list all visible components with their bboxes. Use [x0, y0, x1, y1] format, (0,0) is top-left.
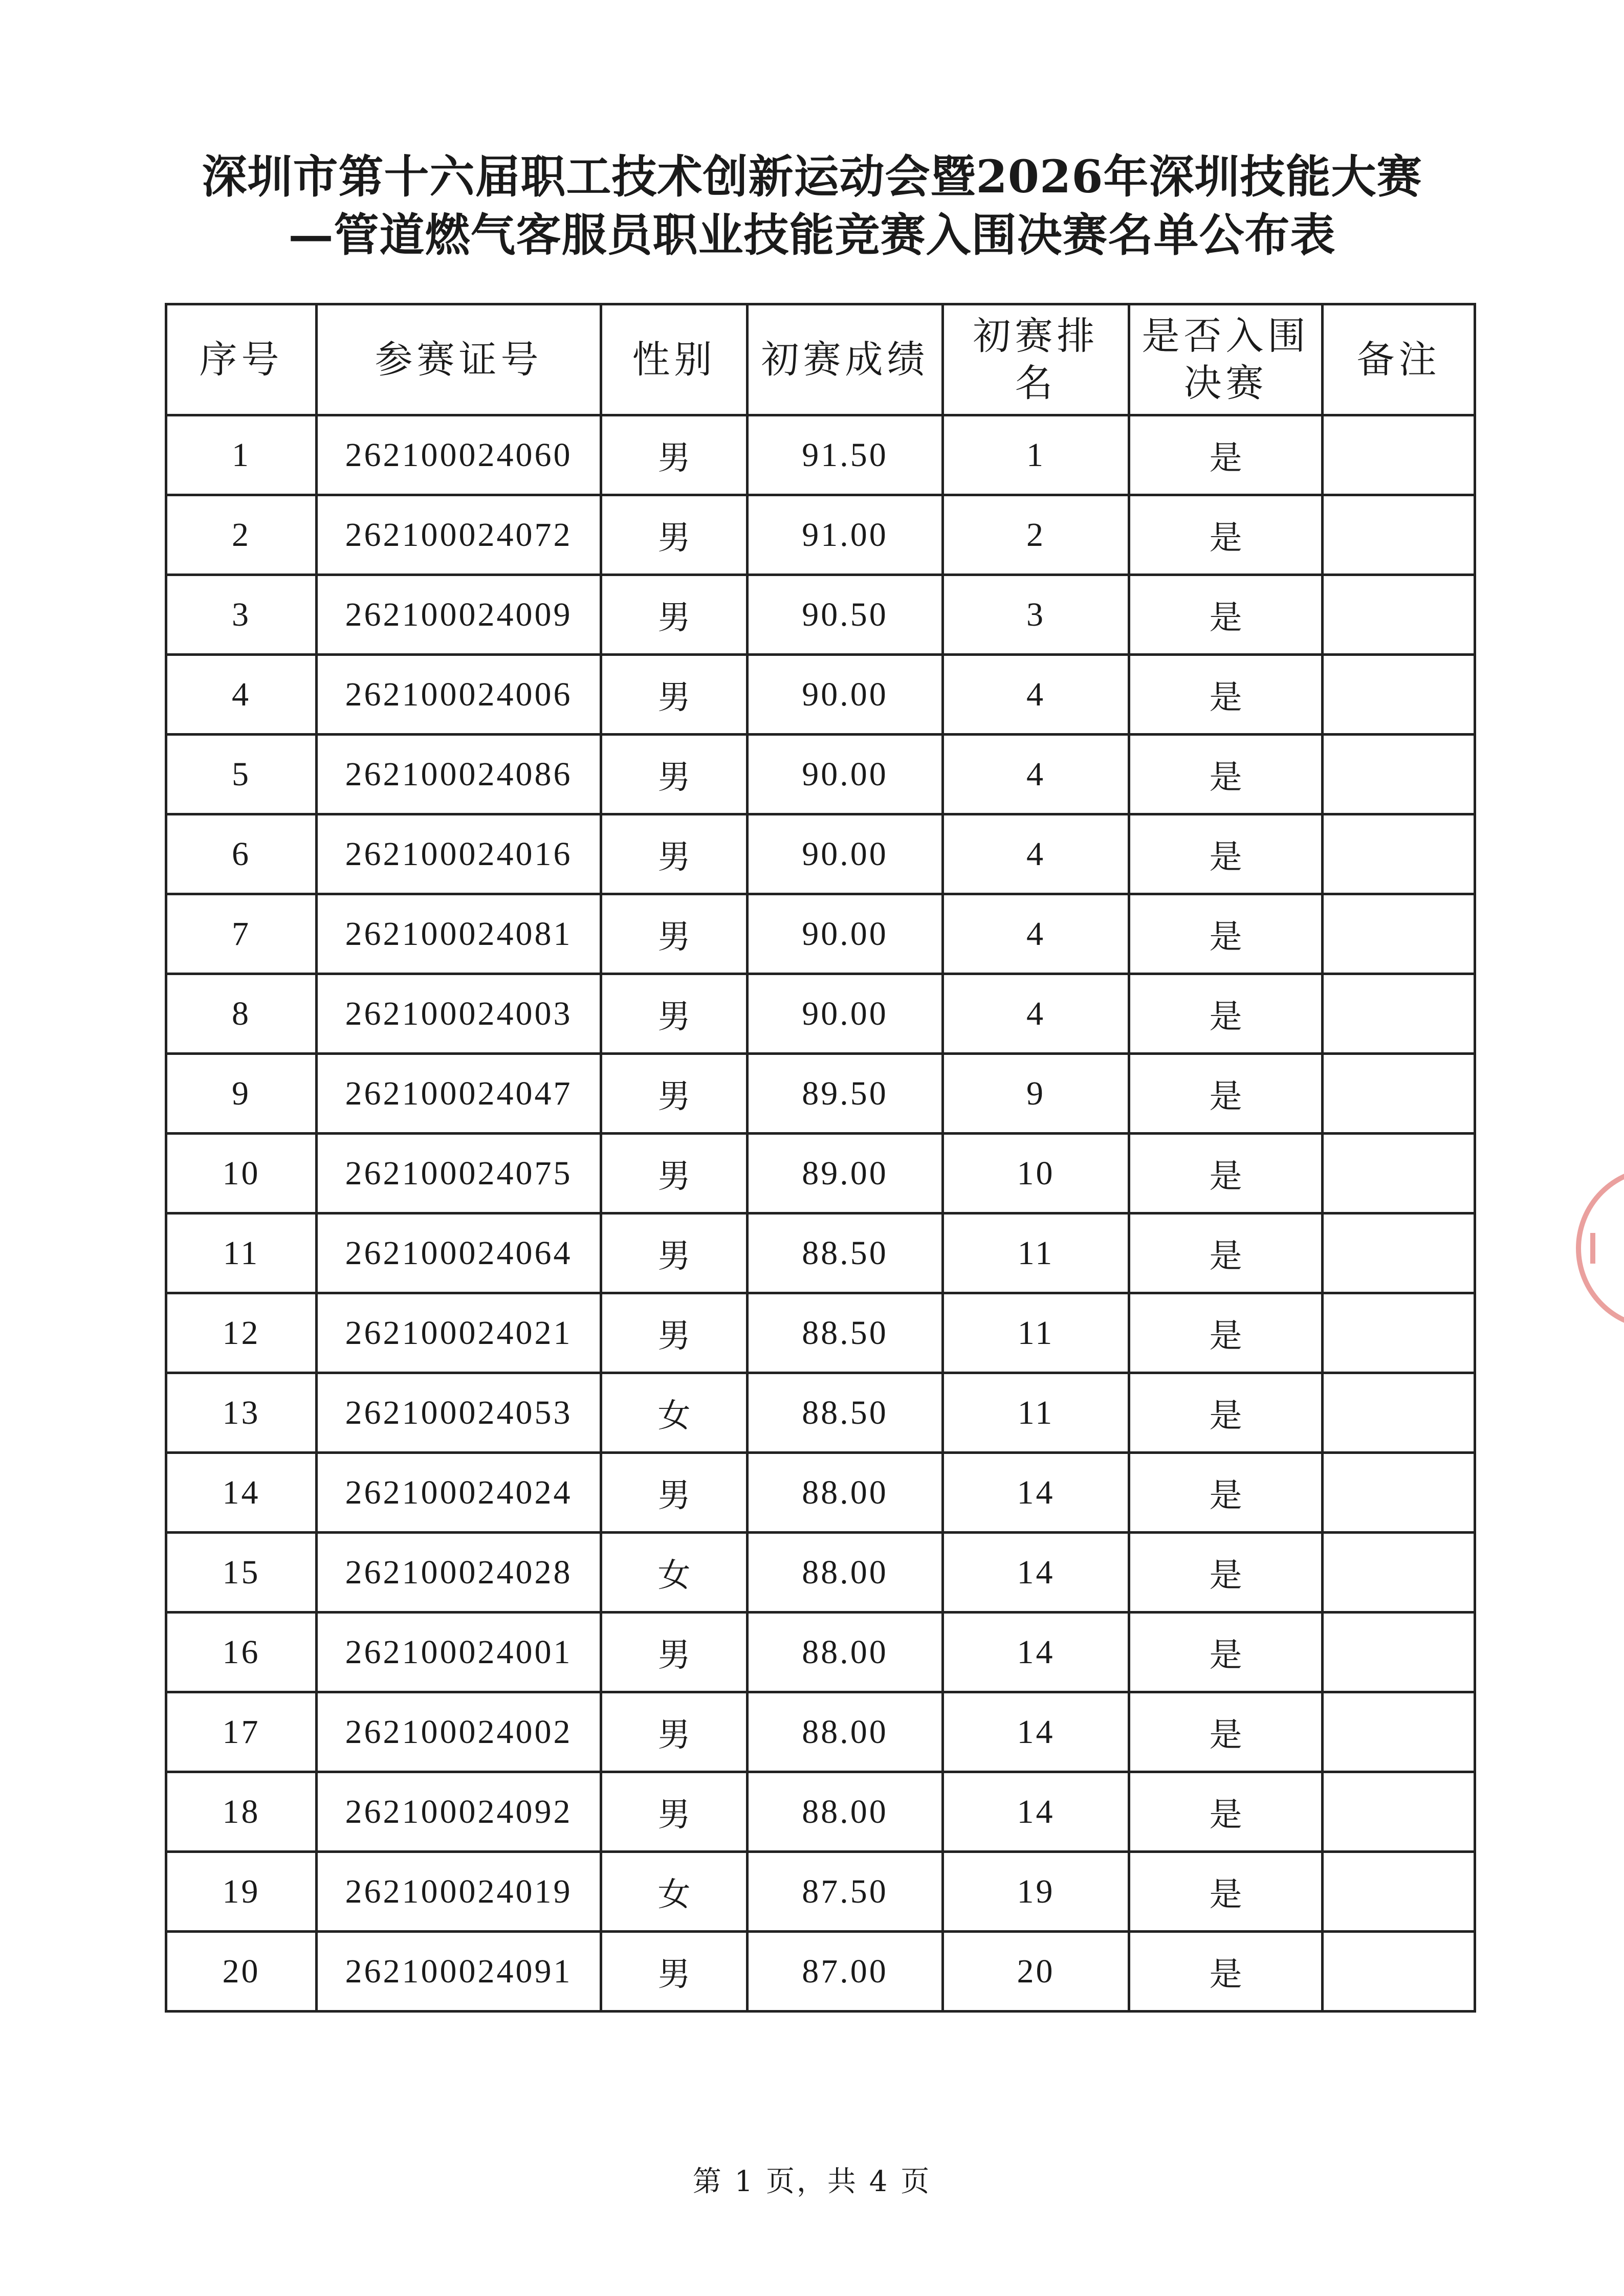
cell-prelim-score: 88.00	[748, 1613, 943, 1692]
cell-gender: 男	[601, 1932, 748, 2012]
cell-prelim-rank: 20	[943, 1932, 1129, 2012]
cell-serial-no: 2	[166, 495, 317, 575]
cell-serial-no: 16	[166, 1613, 317, 1692]
cell-entry-id: 262100024028	[317, 1533, 601, 1613]
cell-prelim-rank: 4	[943, 894, 1129, 974]
table-row	[166, 415, 1475, 495]
cell-prelim-score: 90.50	[748, 575, 943, 655]
cell-entry-id: 262100024072	[317, 495, 601, 575]
cell-entry-id: 262100024002	[317, 1692, 601, 1772]
cell-finalist: 是	[1129, 415, 1323, 495]
table-row	[166, 1692, 1475, 1772]
cell-remarks	[1323, 1692, 1475, 1772]
cell-entry-id: 262100024006	[317, 655, 601, 735]
cell-entry-id: 262100024024	[317, 1453, 601, 1533]
cell-prelim-rank: 4	[943, 655, 1129, 735]
cell-finalist: 是	[1129, 1772, 1323, 1852]
cell-serial-no: 4	[166, 655, 317, 735]
cell-serial-no: 13	[166, 1373, 317, 1453]
cell-prelim-score: 90.00	[748, 814, 943, 894]
cell-remarks	[1323, 1293, 1475, 1373]
cell-remarks	[1323, 575, 1475, 655]
cell-remarks	[1323, 1852, 1475, 1932]
table-row	[166, 495, 1475, 575]
table-header-row	[166, 304, 1475, 415]
table-row	[166, 1293, 1475, 1373]
cell-prelim-rank: 19	[943, 1852, 1129, 1932]
document-title-line2: —管道燃气客服员职业技能竞赛入围决赛名单公布表	[288, 208, 1336, 261]
table-row	[166, 1134, 1475, 1213]
cell-remarks	[1323, 1613, 1475, 1692]
table-row	[166, 1453, 1475, 1533]
table-row	[166, 814, 1475, 894]
document-title-line1: 深圳市第十六届职工技术创新运动会暨2026年深圳技能大赛	[202, 150, 1422, 203]
table-row	[166, 1533, 1475, 1613]
cell-prelim-rank: 10	[943, 1134, 1129, 1213]
cell-prelim-rank: 1	[943, 415, 1129, 495]
cell-finalist: 是	[1129, 1852, 1323, 1932]
table-row	[166, 974, 1475, 1054]
header-remarks: 备注	[1323, 304, 1475, 415]
cell-remarks	[1323, 1054, 1475, 1134]
header-serial-no: 序号	[166, 304, 317, 415]
cell-serial-no: 18	[166, 1772, 317, 1852]
cell-finalist: 是	[1129, 1533, 1323, 1613]
cell-gender: 男	[601, 1213, 748, 1293]
cell-prelim-score: 90.00	[748, 894, 943, 974]
cell-entry-id: 262100024019	[317, 1852, 601, 1932]
cell-prelim-score: 88.50	[748, 1213, 943, 1293]
table-row	[166, 735, 1475, 814]
cell-gender: 男	[601, 974, 748, 1054]
cell-serial-no: 17	[166, 1692, 317, 1772]
cell-prelim-rank: 9	[943, 1054, 1129, 1134]
table-row	[166, 1613, 1475, 1692]
cell-finalist: 是	[1129, 1054, 1323, 1134]
cell-gender: 男	[601, 1613, 748, 1692]
cell-entry-id: 262100024009	[317, 575, 601, 655]
cell-entry-id: 262100024016	[317, 814, 601, 894]
header-prelim-rank: 初赛排 名	[943, 304, 1129, 415]
cell-prelim-rank: 14	[943, 1772, 1129, 1852]
cell-entry-id: 262100024081	[317, 894, 601, 974]
cell-gender: 男	[601, 1293, 748, 1373]
cell-entry-id: 262100024060	[317, 415, 601, 495]
cell-prelim-score: 87.50	[748, 1852, 943, 1932]
table-row	[166, 1772, 1475, 1852]
cell-remarks	[1323, 1373, 1475, 1453]
cell-prelim-rank: 3	[943, 575, 1129, 655]
cell-prelim-score: 88.50	[748, 1373, 943, 1453]
cell-gender: 男	[601, 495, 748, 575]
table-row	[166, 1373, 1475, 1453]
cell-prelim-rank: 14	[943, 1692, 1129, 1772]
cell-prelim-rank: 14	[943, 1613, 1129, 1692]
cell-prelim-score: 89.00	[748, 1134, 943, 1213]
cell-finalist: 是	[1129, 894, 1323, 974]
cell-prelim-score: 88.00	[748, 1692, 943, 1772]
cell-remarks	[1323, 735, 1475, 814]
cell-gender: 男	[601, 575, 748, 655]
cell-prelim-rank: 14	[943, 1533, 1129, 1613]
cell-finalist: 是	[1129, 1692, 1323, 1772]
cell-prelim-rank: 2	[943, 495, 1129, 575]
cell-gender: 男	[601, 1692, 748, 1772]
table-row	[166, 1932, 1475, 2012]
cell-serial-no: 19	[166, 1852, 317, 1932]
cell-entry-id: 262100024075	[317, 1134, 601, 1213]
cell-serial-no: 7	[166, 894, 317, 974]
cell-entry-id: 262100024086	[317, 735, 601, 814]
cell-serial-no: 5	[166, 735, 317, 814]
cell-remarks	[1323, 894, 1475, 974]
header-prelim-score: 初赛成绩	[748, 304, 943, 415]
cell-gender: 女	[601, 1852, 748, 1932]
cell-prelim-rank: 14	[943, 1453, 1129, 1533]
cell-prelim-rank: 4	[943, 735, 1129, 814]
table-row	[166, 655, 1475, 735]
cell-prelim-rank: 11	[943, 1373, 1129, 1453]
cell-finalist: 是	[1129, 1293, 1323, 1373]
table-row	[166, 1213, 1475, 1293]
cell-serial-no: 3	[166, 575, 317, 655]
cell-finalist: 是	[1129, 735, 1323, 814]
cell-prelim-score: 88.00	[748, 1772, 943, 1852]
cell-serial-no: 8	[166, 974, 317, 1054]
cell-finalist: 是	[1129, 495, 1323, 575]
header-entry-id: 参赛证号	[317, 304, 601, 415]
table-row	[166, 575, 1475, 655]
cell-prelim-score: 91.50	[748, 415, 943, 495]
table-row	[166, 1852, 1475, 1932]
cell-prelim-score: 87.00	[748, 1932, 943, 2012]
cell-prelim-score: 90.00	[748, 655, 943, 735]
cell-prelim-score: 88.00	[748, 1453, 943, 1533]
cell-remarks	[1323, 495, 1475, 575]
cell-entry-id: 262100024064	[317, 1213, 601, 1293]
cell-prelim-score: 88.00	[748, 1533, 943, 1613]
cell-prelim-rank: 11	[943, 1293, 1129, 1373]
cell-entry-id: 262100024003	[317, 974, 601, 1054]
cell-serial-no: 11	[166, 1213, 317, 1293]
cell-prelim-rank: 11	[943, 1213, 1129, 1293]
cell-serial-no: 14	[166, 1453, 317, 1533]
cell-gender: 女	[601, 1373, 748, 1453]
cell-remarks	[1323, 415, 1475, 495]
header-finalist: 是否入围 决赛	[1129, 304, 1323, 415]
cell-finalist: 是	[1129, 575, 1323, 655]
cell-entry-id: 262100024021	[317, 1293, 601, 1373]
cell-prelim-score: 90.00	[748, 974, 943, 1054]
cell-finalist: 是	[1129, 1932, 1323, 2012]
cell-finalist: 是	[1129, 1134, 1323, 1213]
cell-serial-no: 10	[166, 1134, 317, 1213]
cell-remarks	[1323, 1932, 1475, 2012]
cell-remarks	[1323, 1453, 1475, 1533]
cell-entry-id: 262100024047	[317, 1054, 601, 1134]
table-row	[166, 894, 1475, 974]
cell-entry-id: 262100024053	[317, 1373, 601, 1453]
cell-entry-id: 262100024091	[317, 1932, 601, 2012]
cell-prelim-score: 88.50	[748, 1293, 943, 1373]
cell-remarks	[1323, 1772, 1475, 1852]
cell-finalist: 是	[1129, 814, 1323, 894]
table-row	[166, 1054, 1475, 1134]
cell-prelim-score: 89.50	[748, 1054, 943, 1134]
cell-finalist: 是	[1129, 1453, 1323, 1533]
cell-serial-no: 15	[166, 1533, 317, 1613]
finalist-table	[165, 303, 1476, 2013]
cell-serial-no: 1	[166, 415, 317, 495]
cell-prelim-score: 91.00	[748, 495, 943, 575]
cell-prelim-score: 90.00	[748, 735, 943, 814]
table-body	[166, 415, 1475, 2012]
cell-remarks	[1323, 1533, 1475, 1613]
cell-finalist: 是	[1129, 1613, 1323, 1692]
cell-gender: 男	[601, 1134, 748, 1213]
cell-gender: 男	[601, 1054, 748, 1134]
cell-gender: 男	[601, 1772, 748, 1852]
cell-entry-id: 262100024092	[317, 1772, 601, 1852]
cell-remarks	[1323, 814, 1475, 894]
cell-gender: 女	[601, 1533, 748, 1613]
cell-remarks	[1323, 1213, 1475, 1293]
cell-entry-id: 262100024001	[317, 1613, 601, 1692]
cell-prelim-rank: 4	[943, 974, 1129, 1054]
cell-gender: 男	[601, 814, 748, 894]
cell-gender: 男	[601, 894, 748, 974]
cell-serial-no: 12	[166, 1293, 317, 1373]
cell-prelim-rank: 4	[943, 814, 1129, 894]
cell-gender: 男	[601, 655, 748, 735]
cell-gender: 男	[601, 735, 748, 814]
cell-serial-no: 6	[166, 814, 317, 894]
cell-finalist: 是	[1129, 655, 1323, 735]
red-seal-stamp	[1576, 1166, 1624, 1330]
cell-finalist: 是	[1129, 974, 1323, 1054]
cell-finalist: 是	[1129, 1213, 1323, 1293]
header-gender: 性别	[601, 304, 748, 415]
page-footer: 第 1 页，共 4 页	[692, 2165, 932, 2198]
cell-remarks	[1323, 655, 1475, 735]
cell-finalist: 是	[1129, 1373, 1323, 1453]
cell-serial-no: 9	[166, 1054, 317, 1134]
cell-remarks	[1323, 974, 1475, 1054]
cell-gender: 男	[601, 415, 748, 495]
cell-gender: 男	[601, 1453, 748, 1533]
cell-remarks	[1323, 1134, 1475, 1213]
cell-serial-no: 20	[166, 1932, 317, 2012]
